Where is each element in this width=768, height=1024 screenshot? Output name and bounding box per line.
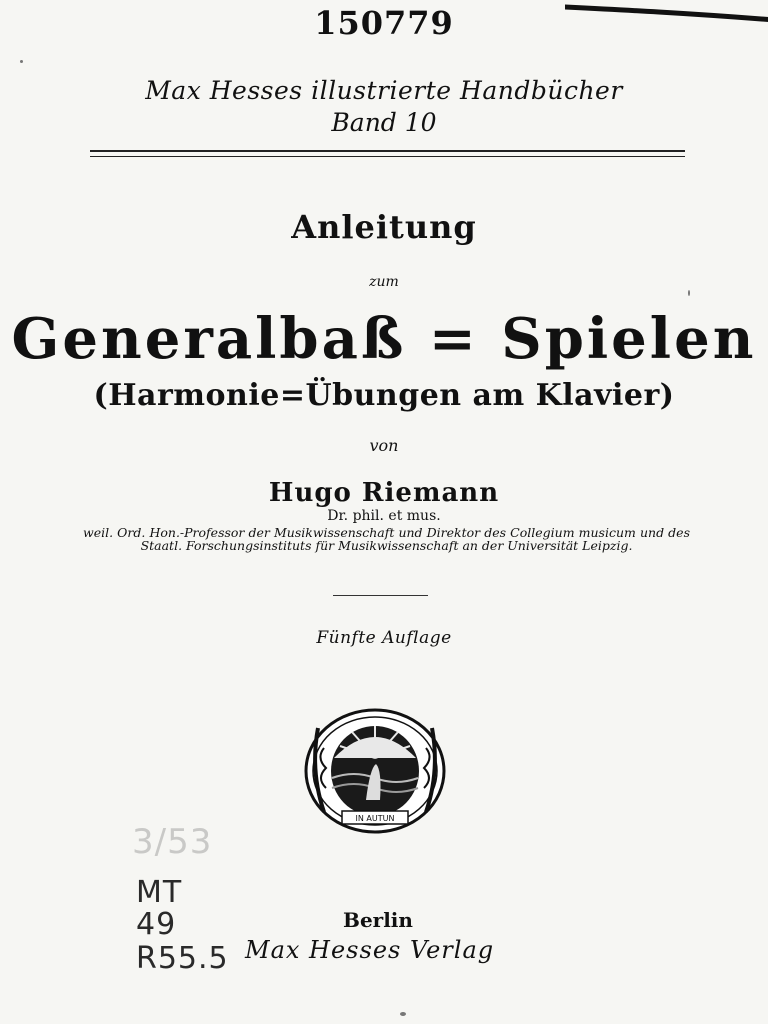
main-title: Generalbaß = Spielen (11, 306, 757, 372)
accession-number: 150779 (314, 4, 454, 42)
speck (688, 290, 690, 296)
speck (400, 1012, 406, 1016)
double-rule (90, 150, 685, 157)
series-title: Max Hesses illustrierte Handbücher (145, 76, 623, 105)
emblem-motto: IN AUTUN (355, 814, 395, 823)
author-name: Hugo Riemann (268, 478, 500, 508)
speck (20, 60, 23, 63)
title-line1: Anleitung (291, 208, 477, 246)
shelf-mark-line2: 49 (136, 907, 177, 942)
author-degree: Dr. phil. et mus. (327, 508, 441, 524)
edition: Fünfte Auflage (316, 628, 452, 648)
series-volume: Band 10 (331, 108, 437, 137)
shelf-mark-line1: MT (136, 875, 183, 910)
imprint-publisher: Max Hesses Verlag (245, 936, 495, 964)
short-rule (333, 595, 428, 596)
author-affiliation: weil. Ord. Hon.-Professor der Musikwissenschaft und Direktor des Collegium musicum und des Staatl. Forschungsinstituts für Musikwissenschaft an der Universität Leipzig. (83, 525, 690, 553)
shelf-mark-line3: R55.5 (136, 941, 229, 976)
publisher-emblem-icon (304, 708, 446, 834)
title-connector: zum (369, 274, 399, 290)
byline: von (369, 436, 399, 455)
subtitle: (Harmonie=Übungen am Klavier) (93, 378, 675, 413)
imprint-city: Berlin (343, 908, 413, 932)
shelf-mark-faded: 3/53 (132, 822, 213, 862)
